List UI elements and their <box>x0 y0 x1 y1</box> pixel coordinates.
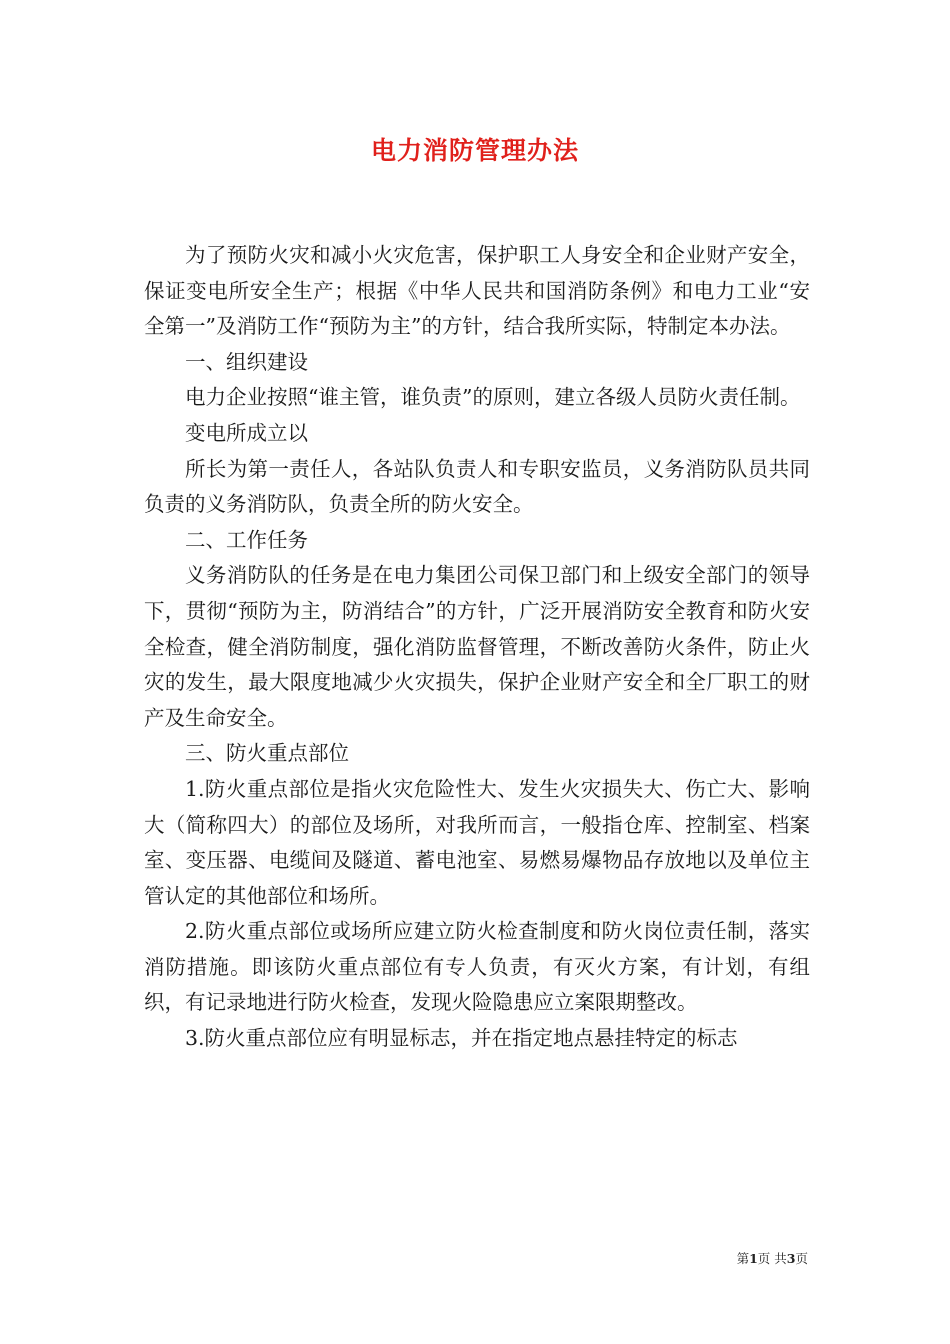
paragraph-key-area-1: 1.防火重点部位是指火灾危险性大、发生火灾损失大、伤亡大、影响大（简称四大）的部位及场所，对我所而言，一般指仓库、控制室、档案室、变压器、电缆间及隧道、蓄电池室、易燃易爆物品存放地以及单位主管认定的其他部位和场所。 <box>144 776 810 908</box>
footer-prefix: 第 <box>736 1251 750 1266</box>
paragraph-responsibility: 电力企业按照“谁主管，谁负责”的原则，建立各级人员防火责任制。 <box>185 385 801 410</box>
paragraph-tasks: 义务消防队的任务是在电力集团公司保卫部门和上级安全部门的领导下，贯彻“预防为主，防消结合”的方针，广泛开展消防安全教育和防火安全检查，健全消防制度，强化消防监督管理，不断改善防火条件，防止火灾的发生，最大限度地减少火灾损失，保护企业财产安全和全厂职工的财产及生命安全。 <box>144 563 810 730</box>
paragraph-substation: 变电所成立以 <box>185 420 308 445</box>
footer-suffix: 页 <box>795 1251 808 1266</box>
current-page-number: 1 <box>749 1251 758 1266</box>
paragraph-intro: 为了预防火灾和减小火灾危害，保护职工人身安全和企业财产安全，保证变电所安全生产；根据《中华人民共和国消防条例》和电力工业“安全第一”及消防工作“预防为主”的方针，结合我所实际，特制定本办法。 <box>144 243 810 339</box>
paragraph-fire-brigade: 所长为第一责任人，各站队负责人和专职安监员，义务消防队员共同负责的义务消防队，负责全所的防火安全。 <box>144 456 810 517</box>
document-title: 电力消防管理办法 <box>370 136 579 165</box>
footer-middle: 页 共 <box>757 1251 787 1266</box>
section-heading-key-areas: 三、防火重点部位 <box>185 741 349 766</box>
section-heading-organization: 一、组织建设 <box>185 349 308 374</box>
total-pages-number: 3 <box>786 1251 796 1266</box>
section-heading-tasks: 二、工作任务 <box>185 527 308 552</box>
paragraph-key-area-3: 3.防火重点部位应有明显标志，并在指定地点悬挂特定的标志 <box>185 1026 738 1051</box>
page-number-footer <box>737 1249 808 1267</box>
document-body <box>144 238 810 1057</box>
paragraph-key-area-2: 2.防火重点部位或场所应建立防火检查制度和防火岗位责任制，落实消防措施。即该防火重点部位有专人负责，有灭火方案，有计划，有组织，有记录地进行防火检查，发现火险隐患应立案限期整改。 <box>144 919 810 1015</box>
